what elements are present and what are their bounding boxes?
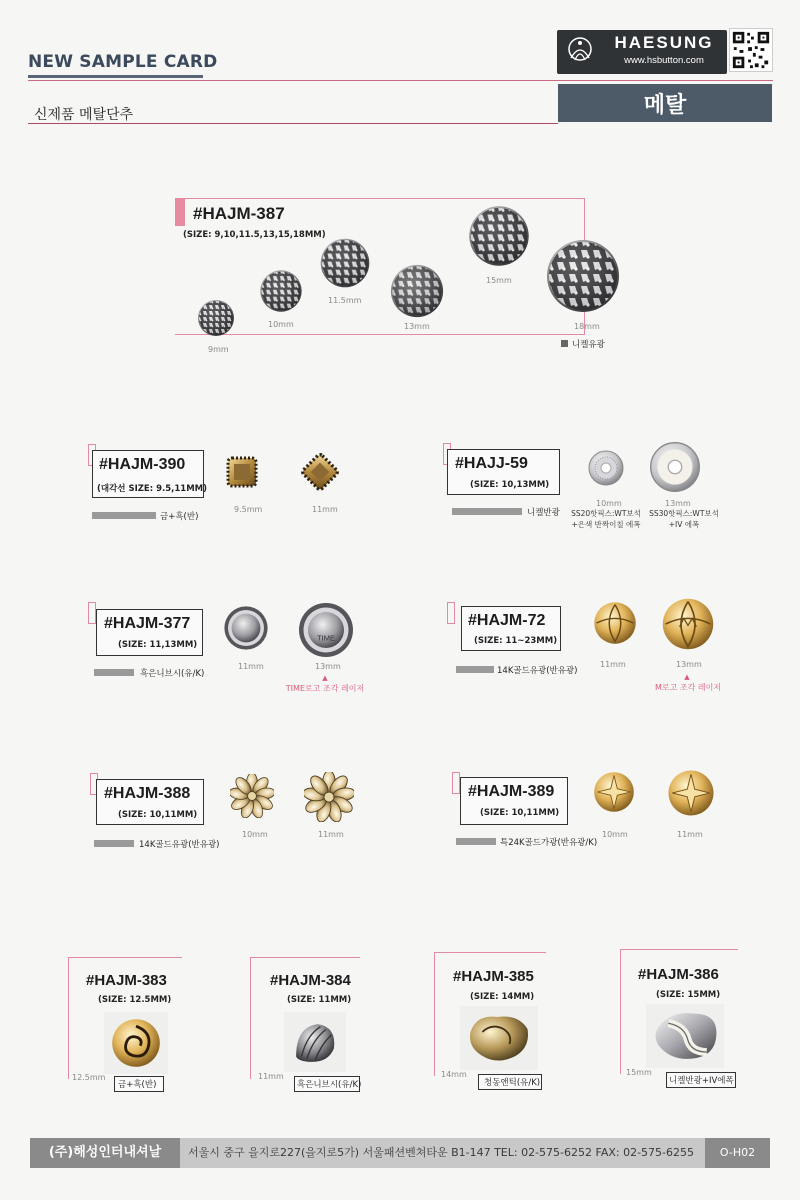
size-label: 11mm	[318, 830, 344, 839]
product-finish: 니켈유광	[572, 340, 605, 350]
size-label: 11mm	[600, 660, 626, 669]
product-finish: 금+흑(반)	[160, 512, 199, 522]
tag-frame	[447, 602, 455, 624]
product-finish: 흑은니브시(유/K)	[297, 1080, 362, 1090]
product-finish: 흑은니브시(유/K)	[140, 669, 205, 679]
sparkle-button-15mm	[466, 203, 532, 269]
star-gold-button-10mm	[592, 770, 636, 814]
product-size: (대각선 SIZE: 9.5,11MM)	[97, 484, 208, 494]
brand-url[interactable]: www.hsbutton.com	[624, 55, 704, 66]
product-size: (SIZE: 11,13MM)	[118, 640, 198, 650]
engrave-note: M로고 조각 레이저	[654, 683, 722, 692]
size-label: 11.5mm	[328, 296, 362, 305]
shell-button-11mm	[288, 1016, 342, 1070]
product-code: #HAJM-388	[104, 785, 191, 802]
dome-button-11mm	[222, 604, 270, 652]
product-code: #HAJM-387	[193, 204, 285, 223]
product-size: (SIZE: 10,13MM)	[470, 480, 550, 490]
sparkle-button-11-5mm	[318, 236, 372, 290]
sparkle-button-13mm	[388, 262, 446, 320]
size-label: 15mm	[486, 276, 512, 285]
size-label: 11mm	[238, 662, 264, 671]
size-label: 10mm	[602, 830, 628, 839]
footer-company: (주)해성인터내셔날	[30, 1138, 180, 1168]
size-label: 10mm	[268, 320, 294, 329]
engrave-note: TIME로고 조각 레이저	[285, 684, 365, 693]
product-code: #HAJM-383	[86, 972, 167, 989]
finish-bar	[456, 666, 494, 673]
time-logo: TIME	[317, 633, 335, 643]
emblem-icon	[563, 34, 597, 68]
product-size: (SIZE: 11~23MM)	[474, 636, 558, 646]
arrow-up-icon: ▲	[684, 673, 690, 681]
size-label: 9.5mm	[234, 505, 263, 514]
flower-button-11mm	[304, 772, 354, 822]
jewel-button-13mm	[648, 440, 702, 494]
product-code: #HAJM-72	[468, 612, 546, 629]
gold-button-11mm	[592, 600, 638, 646]
finish-bar	[456, 838, 496, 845]
product-finish: 금+흑(반)	[118, 1080, 157, 1090]
tag-frame	[452, 772, 460, 794]
qr-code-icon[interactable]	[729, 28, 773, 72]
product-size: (SIZE: 14MM)	[470, 992, 535, 1002]
sparkle-button-18mm	[543, 236, 623, 316]
product-size: (SIZE: 11MM)	[287, 995, 352, 1005]
footer-card-code: O-H02	[705, 1138, 770, 1168]
size-label: 13mm	[665, 499, 691, 508]
product-finish: 특24K골드가광(반유광/K)	[500, 838, 598, 848]
nugget-button-14mm	[464, 1008, 534, 1068]
product-size: (SIZE: 10,11MM)	[480, 808, 560, 818]
size-label: 18mm	[574, 322, 600, 331]
header-rule	[28, 80, 773, 81]
jewel-button-10mm	[586, 448, 626, 488]
swirl-button-12-5mm	[108, 1015, 164, 1071]
product-code: #HAJM-386	[638, 966, 719, 983]
size-label: 10mm	[596, 499, 622, 508]
product-size: (SIZE: 9,10,11.5,13,15,18MM)	[183, 230, 326, 240]
finish-bar	[94, 669, 134, 676]
product-size: (SIZE: 10,11MM)	[118, 810, 198, 820]
square-button-11mm	[298, 450, 342, 494]
size-label: 15mm	[626, 1068, 652, 1077]
flower-button-10mm	[230, 774, 274, 818]
product-code: #HAJM-384	[270, 972, 351, 989]
finish-bar	[92, 512, 156, 519]
finish-swatch	[561, 340, 568, 347]
section-subtitle: 신제품 메탈단추	[34, 107, 134, 123]
size-label: 12.5mm	[72, 1073, 106, 1082]
size-label: 13mm	[315, 662, 341, 671]
sparkle-button-9mm	[196, 298, 236, 338]
brand-name: HAESUNG	[614, 33, 714, 52]
product-code: #HAJJ-59	[455, 455, 528, 472]
sparkle-button-10mm	[258, 268, 304, 314]
page-title: NEW SAMPLE CARD	[28, 52, 218, 72]
category-label: 메탈	[643, 93, 687, 118]
finish-bar	[94, 840, 134, 847]
wave-nickel-button-15mm	[648, 1004, 724, 1068]
footer-address: 서울시 중구 을지로227(을지로5가) 서울패션벤쳐타운 B1-147 TEL: 02-575-6252 FAX: 02-575-6255	[188, 1146, 695, 1159]
dome-button-13mm	[296, 600, 356, 660]
square-button-9-5mm	[222, 452, 262, 492]
frame-tab	[175, 198, 185, 226]
product-size: (SIZE: 15MM)	[656, 990, 721, 1000]
product-code: #HAJM-389	[468, 783, 555, 800]
size-label: 10mm	[242, 830, 268, 839]
product-code: #HAJM-377	[104, 615, 191, 632]
spec-note: SS20핫픽스:WT보석 +은색 반짝이칠 에폭	[571, 509, 641, 529]
product-finish: 14K골드유광(반유광)	[139, 840, 220, 850]
size-label: 11mm	[312, 505, 338, 514]
size-label: 13mm	[404, 322, 430, 331]
arrow-up-icon: ▲	[322, 674, 328, 682]
size-label: 14mm	[441, 1070, 467, 1079]
product-finish: 14K골드유광(반유광)	[497, 666, 578, 676]
product-finish: 청동앤틱(유/K)	[484, 1078, 541, 1088]
size-label: 11mm	[258, 1072, 284, 1081]
spec-note: SS30핫픽스:WT보석 +IV 에폭	[649, 509, 719, 529]
tag-frame	[88, 602, 96, 624]
subtitle-rule	[28, 123, 558, 124]
product-size: (SIZE: 12.5MM)	[98, 995, 172, 1005]
size-label: 9mm	[208, 345, 229, 354]
finish-bar	[452, 508, 522, 515]
gold-button-13mm	[660, 596, 716, 652]
product-code: #HAJM-385	[453, 968, 534, 985]
title-underline	[28, 75, 203, 78]
star-gold-button-11mm	[666, 768, 716, 818]
product-finish: 니켈반광	[527, 508, 560, 518]
product-code: #HAJM-390	[99, 456, 186, 473]
size-label: 11mm	[677, 830, 703, 839]
size-label: 13mm	[676, 660, 702, 669]
product-finish: 니켈반광+IV에폭	[669, 1076, 734, 1086]
